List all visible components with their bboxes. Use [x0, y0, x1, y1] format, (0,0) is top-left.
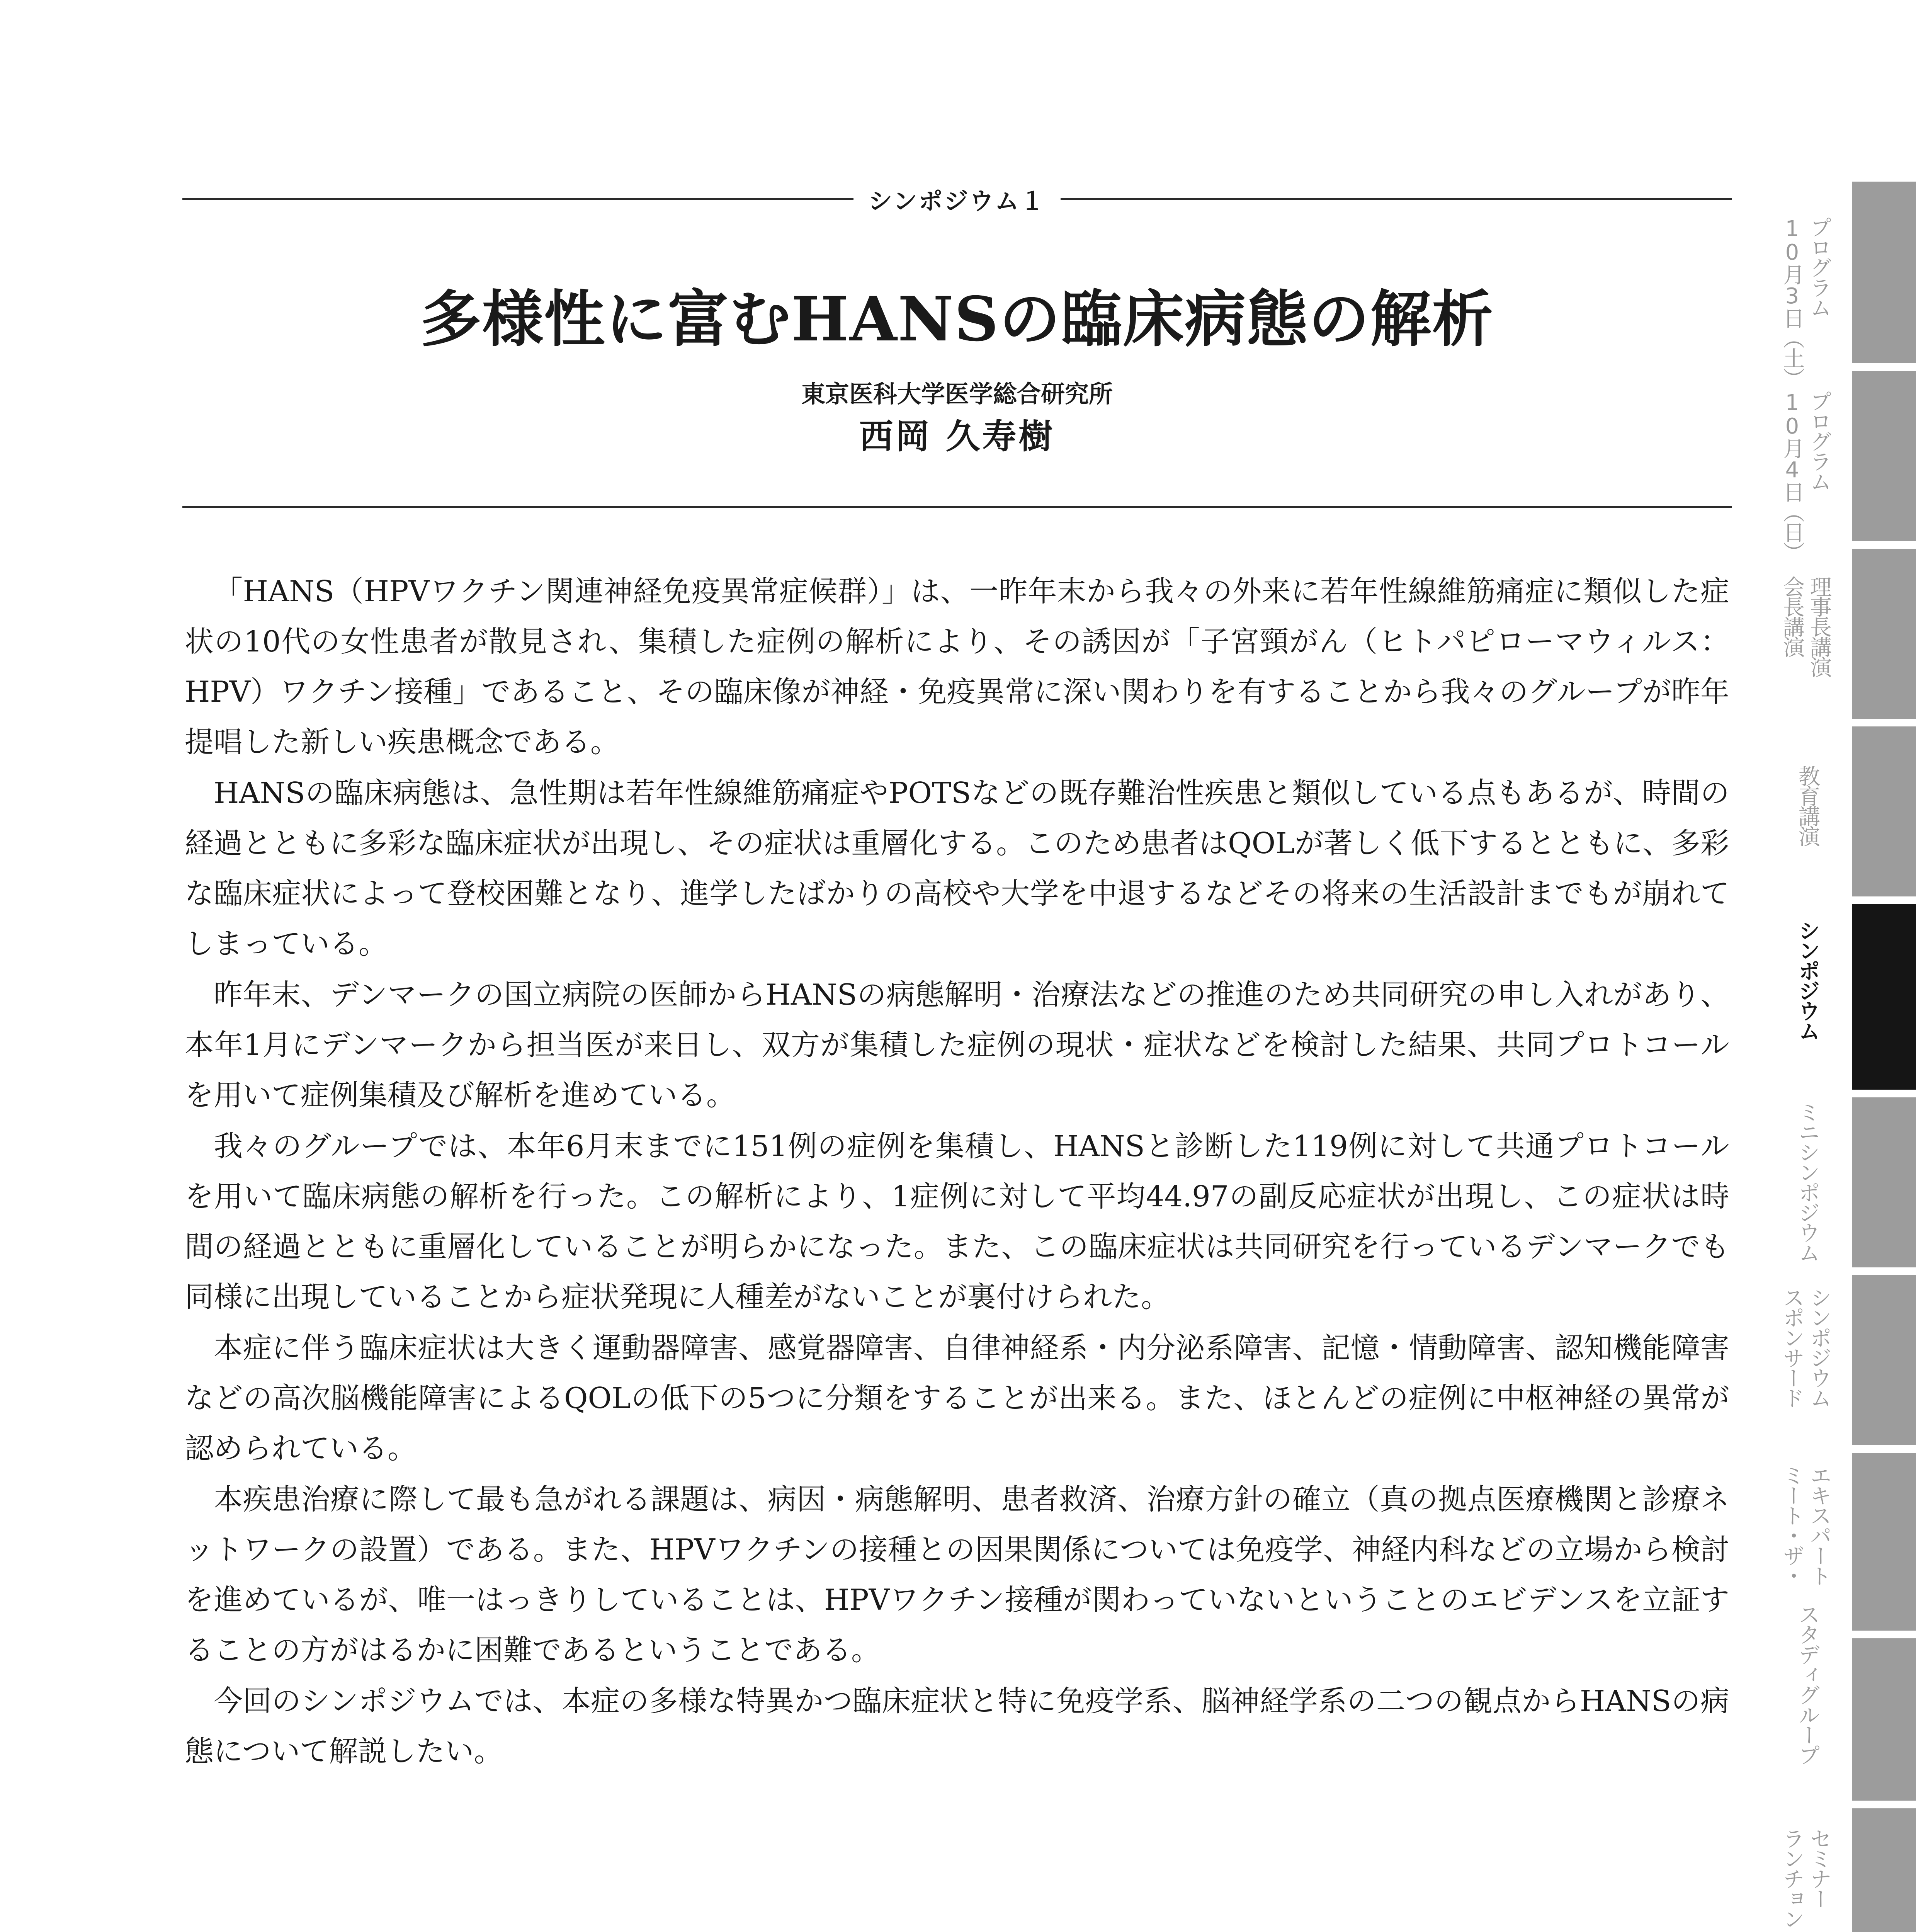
- side-tab-mini-symposium[interactable]: ミニシンポジウム: [1795, 1101, 1820, 1262]
- side-tab-luncheon[interactable]: ランチョン: [1780, 1828, 1805, 1928]
- side-tab-bar-mini-symposium[interactable]: [1852, 1097, 1916, 1267]
- page-title: 多様性に富むHANSの臨床病態の解析: [420, 284, 1494, 355]
- side-tab-luncheon-seminar[interactable]: セミナー: [1807, 1828, 1832, 1908]
- side-tab-bar-symposium[interactable]: [1852, 904, 1916, 1090]
- side-tab-sponsored[interactable]: スポンサード: [1780, 1287, 1805, 1407]
- side-tab-oct4-program[interactable]: プログラム: [1807, 390, 1832, 491]
- header-rule-right: [1061, 198, 1732, 200]
- paragraph-1: 「HANS（HPVワクチン関連神経免疫異常症候群）」は、一昨年末から我々の外来に若年性線維筋痛症に類似した症状の10代の女性患者が散見され、集積した症例の解析により、その誘因が「子宮頸がん（ヒトパピローマウィルス：HPV）ワクチン接種」であること、その臨床像が神経・免疫異常に深い関わりを有することから我々のグループが昨年提唱した新しい疾患概念である。: [185, 574, 1729, 759]
- side-tab-oct4-date[interactable]: 10月4日（日）: [1780, 390, 1805, 561]
- paragraph-2: HANSの臨床病態は、急性期は若年性線維筋痛症やPOTSなどの既存難治性疾患と類似している点もあるが、時間の経過とともに多彩な臨床症状が出現し、その症状は重層化する。このため患者はQOLが著しく低下するとともに、多彩な臨床症状によって登校困難となり、進学したばかりの高校や大学を中退するなどその将来の生活設計までもが崩れてしまっている。: [185, 776, 1729, 961]
- paragraph-4: 我々のグループでは、本年6月末までに151例の症例を集積し、HANSと診断した119例に対して共通プロトコールを用いて臨床病態の解析を行った。この解析により、1症例に対して平均44.97の副反応症状が出現し、この症状は時間の経過とともに重層化していることが明らかになった。また、この臨床症状は共同研究を行っているデンマークでも同様に出現していることから症状発現に人種差がないことが裏付けられた。: [185, 1129, 1729, 1314]
- side-tab-education[interactable]: 教育講演: [1795, 765, 1820, 845]
- paragraph-7: 今回のシンポジウムでは、本症の多様な特異かつ臨床症状と特に免疫学系、脳神経学系の二つの観点からHANSの病態について解説したい。: [185, 1684, 1729, 1768]
- side-tab-bar-oct3[interactable]: [1852, 182, 1916, 363]
- paragraph-6: 本疾患治療に際して最も急がれる課題は、病因・病態解明、患者救済、治療方針の確立（真の拠点医療機関と診療ネットワークの設置）である。また、HPVワクチンの接種との因果関係については免疫学、神経内科などの立場から検討を進めているが、唯一はっきりしていることは、HPVワクチン接種が関わっていないということのエビデンスを立証することの方がはるかに困難であるということである。: [185, 1482, 1729, 1667]
- side-tab-chairman-lecture[interactable]: 理事長講演: [1807, 576, 1832, 676]
- author-name: 西岡 久寿樹: [859, 416, 1055, 456]
- title-divider: [182, 506, 1732, 508]
- side-tab-symposium[interactable]: シンポジウム: [1795, 920, 1820, 1040]
- side-tab-bar-oct4[interactable]: [1852, 371, 1916, 541]
- header-rule-left: [182, 198, 853, 200]
- side-tab-meet-the[interactable]: ミート・ザ・: [1780, 1464, 1805, 1585]
- abstract-body: [185, 566, 1729, 1777]
- side-tab-study-group[interactable]: スタディグループ: [1795, 1604, 1820, 1764]
- paragraph-3: 昨年末、デンマークの国立病院の医師からHANSの病態解明・治療法などの推進のため共同研究の申し入れがあり、本年1月にデンマークから担当医が来日し、双方が集積した症例の現状・症状などを検討した結果、共同プロトコールを用いて症例集積及び解析を進めている。: [185, 978, 1729, 1112]
- side-tab-bar-study-group[interactable]: [1852, 1638, 1916, 1801]
- side-tab-bar-president[interactable]: [1852, 549, 1916, 719]
- side-tab-sponsored-symposium[interactable]: シンポジウム: [1807, 1287, 1832, 1407]
- paragraph-5: 本症に伴う臨床症状は大きく運動器障害、感覚器障害、自律神経系・内分泌系障害、記憶・情動障害、認知機能障害などの高次脳機能障害によるQOLの低下の5つに分類をすることが出来る。また、ほとんどの症例に中枢神経の異常が認められている。: [185, 1331, 1729, 1465]
- side-tab-oct3-date[interactable]: 10月3日（土）: [1780, 216, 1805, 388]
- side-tab-bar-sponsored[interactable]: [1852, 1275, 1916, 1445]
- session-label: シンポジウム１: [868, 187, 1046, 215]
- side-tab-bar-meet-expert[interactable]: [1852, 1453, 1916, 1631]
- side-tab-expert[interactable]: エキスパート: [1807, 1464, 1832, 1585]
- side-tab-oct3-program[interactable]: プログラム: [1807, 216, 1832, 317]
- side-tab-bar-education[interactable]: [1852, 726, 1916, 896]
- side-tab-bar-luncheon[interactable]: [1852, 1808, 1916, 1932]
- session-header: [182, 182, 1732, 216]
- side-tab-president-lecture[interactable]: 会長講演: [1780, 576, 1805, 656]
- author-affiliation: 東京医科大学医学総合研究所: [801, 380, 1113, 408]
